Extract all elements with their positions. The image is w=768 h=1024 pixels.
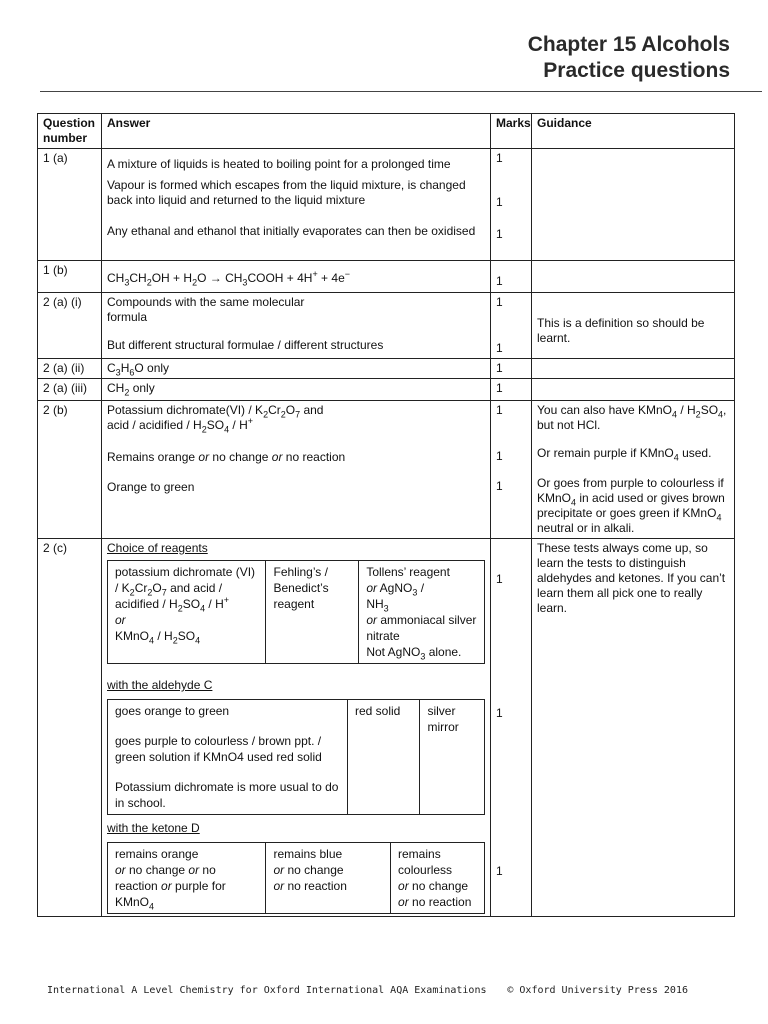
- answer-cell: [102, 539, 491, 917]
- guidance-cell: [532, 293, 735, 359]
- answer-text: only: [129, 381, 155, 395]
- mark: 1: [496, 341, 503, 355]
- answer-text: Orange to green: [107, 480, 195, 494]
- answer-text: Potassium dichromate(VI) / $K_2Cr_2O_7$ and acid / acidified / $H_2SO_4 / H^+$: [107, 403, 324, 435]
- footer-copyright: © Oxford University Press 2016: [507, 985, 688, 996]
- mark: 1: [496, 227, 503, 241]
- aldehyde-oxidising-cell: goes orange to green goes purple to colourless / brown ppt. / green solution if KMnO4 used red solid Potassium dichromate is more usual to do in school.: [108, 700, 348, 815]
- table-row: [38, 359, 735, 379]
- reagents-table: [107, 560, 485, 664]
- header-question: Question number: [38, 114, 102, 149]
- aldehyde-table: [107, 699, 485, 815]
- ketone-row: [108, 843, 485, 914]
- header-guidance: Guidance: [532, 114, 735, 149]
- or-label: or: [115, 613, 126, 627]
- answer-text: Vapour is formed which escapes from the liquid mixture, is changed back into liquid and returned to the liquid mixture: [107, 178, 466, 207]
- guidance-text: You can also have KMnO$_4$ / $H_2SO_4$, but not HCl.: [537, 403, 727, 432]
- answer-cell: [102, 401, 491, 539]
- marks-cell: [491, 293, 532, 359]
- marks-cell: [491, 149, 532, 261]
- mark: 1: [496, 274, 503, 288]
- title-divider: [40, 91, 762, 92]
- fehling-cell: Fehling’s / Benedict’s reagent: [266, 561, 359, 664]
- ketone-table: [107, 842, 485, 914]
- mark: 1: [496, 864, 503, 878]
- title-line-1: Chapter 15 Alcohols: [527, 33, 730, 56]
- mark: 1: [496, 706, 503, 720]
- answer-cell: [102, 149, 491, 261]
- ketone-fehling-cell: remains blue or no change or no reaction: [266, 843, 391, 914]
- tollens-cell: Tollens’ reagent or AgNO$_3$ / $NH_3$ or ammoniacal silver nitrate Not AgNO$_3$ alone.: [359, 561, 485, 664]
- question-number: 2 (a) (iii): [38, 379, 102, 401]
- guidance-text: These tests always come up, so learn the tests to distinguish aldehydes and ketones. If you can’t learn them all pick one to really learn.: [537, 541, 726, 615]
- marks-cell: [491, 539, 532, 917]
- question-number: 1 (a): [38, 149, 102, 261]
- section-heading: with the ketone D: [107, 821, 200, 835]
- answer-cell: $C_3H_6O$ only: [102, 359, 491, 379]
- answer-text: Any ethanal and ethanol that initially evaporates can then be oxidised: [107, 224, 476, 238]
- answer-cell: [102, 261, 491, 293]
- table-header-row: [38, 114, 735, 149]
- ketone-tollens-cell: remains colourless or no change or no reaction: [391, 843, 485, 914]
- table-row: [38, 401, 735, 539]
- mark: 1: [496, 151, 503, 165]
- marks-cell: [491, 261, 532, 293]
- table-row: [38, 379, 735, 401]
- marks-cell: [491, 401, 532, 539]
- answer-text: Remains orange or no change or no reaction: [107, 450, 346, 464]
- guidance-text: Or remain purple if KMnO$_4$ used.: [537, 446, 712, 463]
- mark: 1: [496, 403, 503, 417]
- header-marks: Marks: [491, 114, 532, 149]
- question-number: 2 (a) (i): [38, 293, 102, 359]
- guidance-cell: [532, 401, 735, 539]
- marks-cell: 1: [491, 359, 532, 379]
- mark: 1: [496, 572, 503, 586]
- answer-cell: $CH_2$ only: [102, 379, 491, 401]
- question-number: 1 (b): [38, 261, 102, 293]
- mark-scheme-table: [37, 113, 735, 917]
- guidance-text: Or goes from purple to colourless if KMnO$_4$ in acid used or gives brown precipitate or goes green if KMnO$_4$ neutral or in alkali.: [537, 476, 725, 535]
- answer-cell: [102, 293, 491, 359]
- table-row: [38, 149, 735, 261]
- title-line-2: Practice questions: [543, 59, 730, 82]
- question-number: 2 (a) (ii): [38, 359, 102, 379]
- equation: $CH_3CH_2OH + H_2O$ → $CH_3COOH + 4H^+ + 4e^-$: [107, 269, 351, 288]
- table-row: [38, 261, 735, 293]
- answer-text: A mixture of liquids is heated to boiling point for a prolonged time: [107, 157, 451, 171]
- answer-text: O only: [134, 361, 170, 375]
- question-number: 2 (c): [38, 539, 102, 917]
- header-answer: Answer: [102, 114, 491, 149]
- mark: 1: [496, 195, 503, 209]
- section-heading: with the aldehyde C: [107, 678, 213, 692]
- oxidising-agent-cell: potassium dichromate $(VI) / K_2Cr_2O_7$ and acid / acidified / $H_2SO_4 / H^+$ or KMnO$_4$ / $H_2SO_4$: [108, 561, 266, 664]
- table-row: [38, 293, 735, 359]
- mark: 1: [496, 479, 503, 493]
- guidance-cell: [532, 261, 735, 293]
- ketone-oxidising-cell: remains orange or no change or no reaction or purple for KMnO$_4$: [108, 843, 266, 914]
- aldehyde-row: [108, 700, 485, 815]
- reagents-row: [108, 561, 485, 664]
- guidance-text: This is a definition so should be learnt.: [537, 316, 705, 345]
- section-heading: Choice of reagents: [107, 541, 208, 555]
- footer-book-title: International A Level Chemistry for Oxford International AQA Examinations: [47, 985, 487, 996]
- aldehyde-tollens-cell: silver mirror: [420, 700, 485, 815]
- guidance-cell: [532, 359, 735, 379]
- answer-text: But different structural formulae / different structures: [107, 338, 384, 352]
- guidance-cell: [532, 149, 735, 261]
- guidance-cell: [532, 539, 735, 917]
- page-title: [528, 32, 730, 84]
- guidance-cell: [532, 379, 735, 401]
- question-number: 2 (b): [38, 401, 102, 539]
- mark: 1: [496, 449, 503, 463]
- aldehyde-fehling-cell: red solid: [348, 700, 420, 815]
- marks-cell: 1: [491, 379, 532, 401]
- answer-text: Compounds with the same molecular formula: [107, 295, 305, 324]
- mark: 1: [496, 295, 503, 309]
- table-row: [38, 539, 735, 917]
